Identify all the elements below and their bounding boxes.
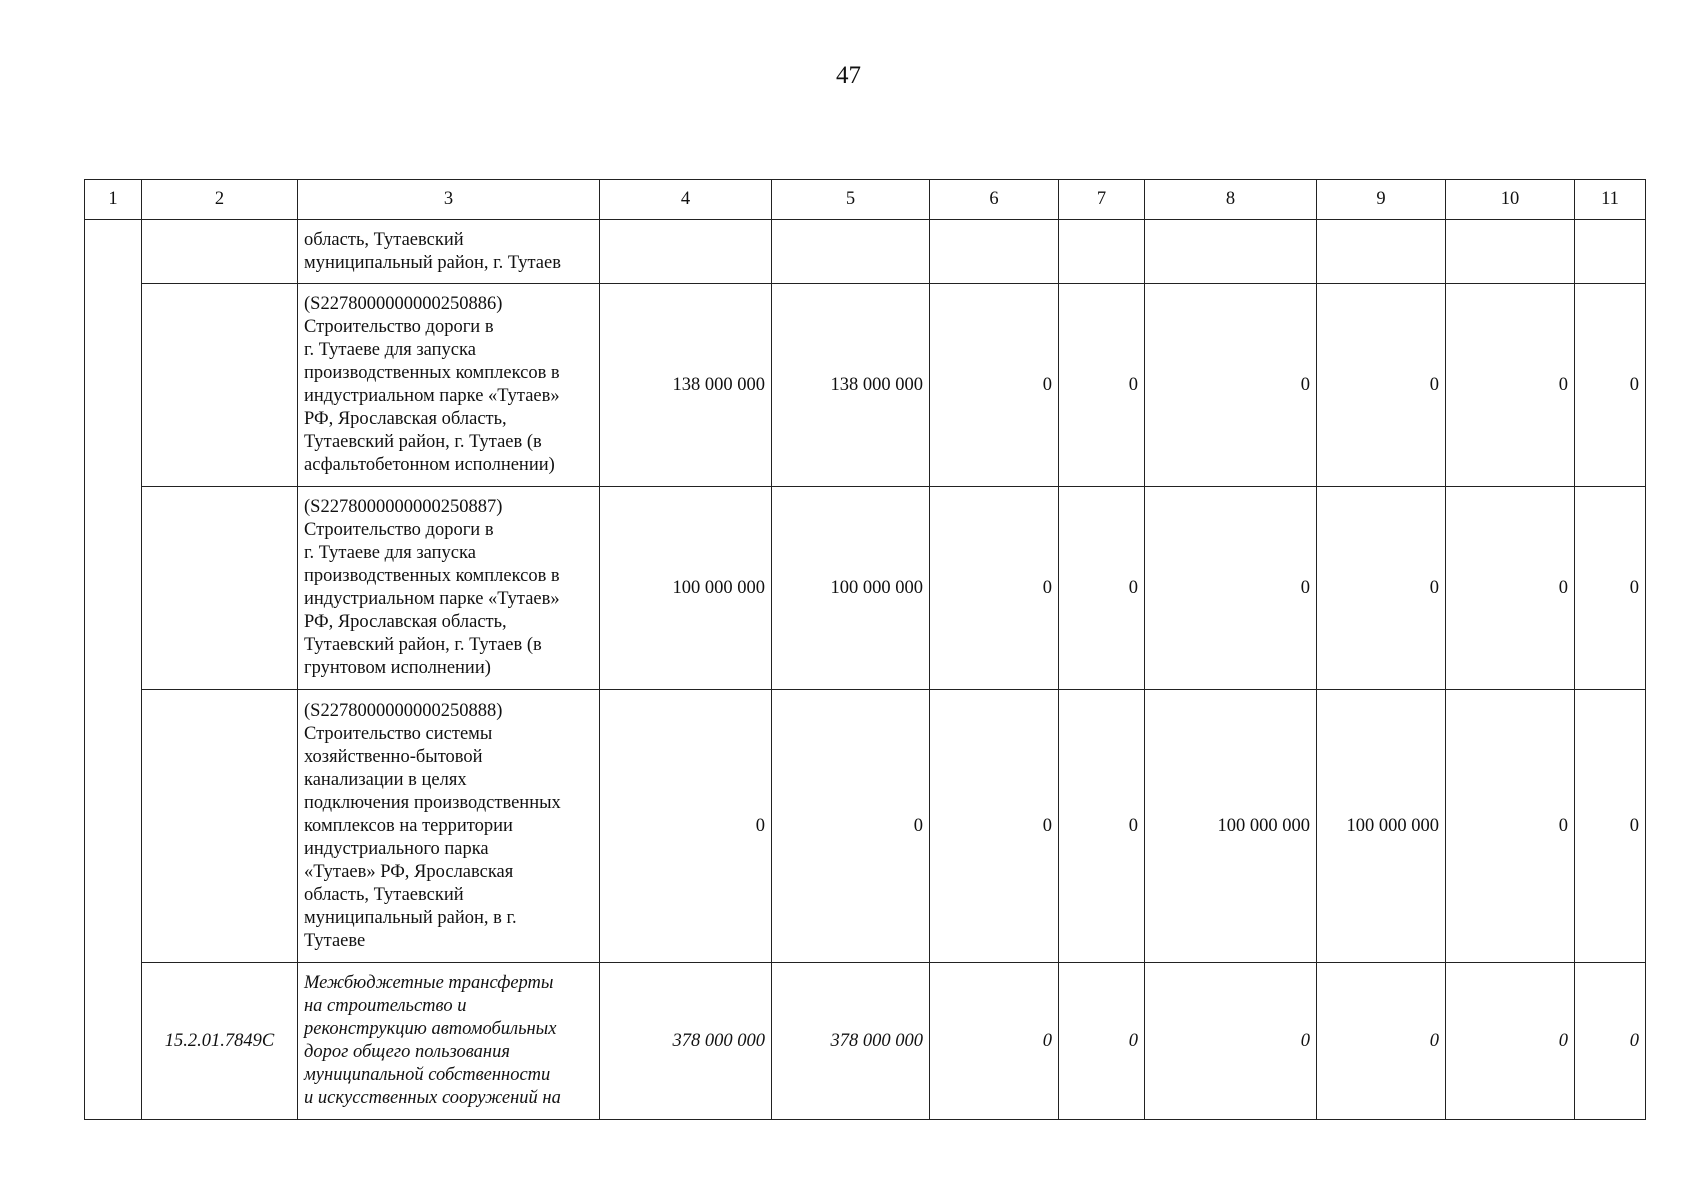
description-line: на строительство и — [304, 996, 467, 1016]
description-cell — [298, 284, 600, 487]
column-header: 5 — [772, 180, 930, 220]
value-cell — [772, 220, 930, 284]
value-cell: 0 — [1145, 284, 1317, 487]
table-row — [85, 963, 1646, 1120]
description-line: производственных комплексов в — [304, 566, 560, 586]
column-header: 4 — [600, 180, 772, 220]
table-row — [85, 487, 1646, 690]
value-cell: 0 — [1317, 963, 1446, 1120]
column-header: 11 — [1575, 180, 1646, 220]
value-cell: 0 — [1575, 963, 1646, 1120]
description-line: индустриальном парке «Тутаев» — [304, 386, 560, 406]
description-line: дорог общего пользования — [304, 1042, 510, 1062]
code-cell: 15.2.01.7849С — [142, 963, 298, 1120]
description-line: Строительство дороги в — [304, 317, 494, 337]
value-cell: 0 — [1059, 963, 1145, 1120]
description-line: Тутаеве — [304, 930, 366, 951]
value-cell: 100 000 000 — [1317, 690, 1446, 963]
column-header: 2 — [142, 180, 298, 220]
description-line: Тутаевский район, г. Тутаев (в — [304, 432, 542, 452]
table-row — [85, 690, 1646, 963]
description-line: хозяйственно-бытовой — [304, 746, 483, 767]
description-line: г. Тутаеве для запуска — [304, 340, 476, 360]
description-line: РФ, Ярославская область, — [304, 612, 507, 632]
value-cell: 100 000 000 — [772, 487, 930, 690]
description-line: Строительство дороги в — [304, 520, 494, 540]
value-cell: 0 — [1317, 487, 1446, 690]
value-cell: 0 — [1059, 690, 1145, 963]
description-line: грунтовом исполнении) — [304, 658, 491, 678]
budget-table — [84, 179, 1646, 1120]
code-cell — [142, 220, 298, 284]
description-line: канализации в целях — [304, 769, 467, 790]
table-row — [85, 284, 1646, 487]
value-cell: 0 — [1446, 487, 1575, 690]
description-cell — [298, 487, 600, 690]
value-cell: 138 000 000 — [772, 284, 930, 487]
value-cell: 0 — [1059, 284, 1145, 487]
value-cell: 0 — [1145, 963, 1317, 1120]
value-cell — [1446, 220, 1575, 284]
value-cell — [1145, 220, 1317, 284]
description-cell — [298, 220, 600, 284]
value-cell: 0 — [1145, 487, 1317, 690]
description-line: г. Тутаеве для запуска — [304, 543, 476, 563]
column-1-cell — [85, 220, 142, 1120]
value-cell: 0 — [930, 487, 1059, 690]
value-cell: 0 — [1575, 284, 1646, 487]
value-cell: 100 000 000 — [1145, 690, 1317, 963]
description-line: область, Тутаевский — [304, 229, 464, 250]
value-cell — [1575, 220, 1646, 284]
value-cell — [600, 220, 772, 284]
description-line: РФ, Ярославская область, — [304, 409, 507, 429]
description-line: Межбюджетные трансферты — [304, 973, 554, 993]
value-cell: 378 000 000 — [600, 963, 772, 1120]
value-cell: 138 000 000 — [600, 284, 772, 487]
description-line: (S2278000000000250886) — [304, 294, 503, 314]
description-line: муниципальной собственности — [304, 1065, 551, 1085]
value-cell: 0 — [1575, 690, 1646, 963]
description-line: комплексов на территории — [304, 815, 513, 836]
column-header: 6 — [930, 180, 1059, 220]
value-cell: 0 — [772, 690, 930, 963]
value-cell: 0 — [1317, 284, 1446, 487]
value-cell: 0 — [600, 690, 772, 963]
column-header: 10 — [1446, 180, 1575, 220]
value-cell: 100 000 000 — [600, 487, 772, 690]
description-line: индустриальном парке «Тутаев» — [304, 589, 560, 609]
description-line: муниципальный район, в г. — [304, 907, 517, 928]
column-header: 1 — [85, 180, 142, 220]
value-cell: 0 — [1446, 284, 1575, 487]
description-line: муниципальный район, г. Тутаев — [304, 252, 561, 273]
description-cell — [298, 690, 600, 963]
description-line: индустриального парка — [304, 838, 489, 859]
description-line: и искусственных сооружений на — [304, 1088, 561, 1108]
value-cell: 0 — [1059, 487, 1145, 690]
description-line: Строительство системы — [304, 723, 493, 744]
value-cell: 0 — [930, 284, 1059, 487]
description-line: (S2278000000000250888) — [304, 700, 503, 721]
value-cell: 378 000 000 — [772, 963, 930, 1120]
description-line: (S2278000000000250887) — [304, 497, 503, 517]
description-line: Тутаевский район, г. Тутаев (в — [304, 635, 542, 655]
column-header: 3 — [298, 180, 600, 220]
description-line: асфальтобетонном исполнении) — [304, 455, 555, 475]
page-number: 47 — [836, 62, 861, 89]
column-header: 9 — [1317, 180, 1446, 220]
value-cell: 0 — [1575, 487, 1646, 690]
value-cell: 0 — [1446, 690, 1575, 963]
column-header: 8 — [1145, 180, 1317, 220]
column-header: 7 — [1059, 180, 1145, 220]
value-cell — [1317, 220, 1446, 284]
code-cell — [142, 284, 298, 487]
description-line: «Тутаев» РФ, Ярославская — [304, 861, 514, 882]
code-cell — [142, 487, 298, 690]
table-row — [85, 220, 1646, 284]
description-line: производственных комплексов в — [304, 363, 560, 383]
description-line: область, Тутаевский — [304, 884, 464, 905]
description-cell — [298, 963, 600, 1120]
value-cell: 0 — [930, 963, 1059, 1120]
value-cell: 0 — [1446, 963, 1575, 1120]
description-line: реконструкцию автомобильных — [304, 1019, 557, 1039]
description-line: подключения производственных — [304, 792, 561, 813]
header-row — [85, 180, 1646, 220]
value-cell: 0 — [930, 690, 1059, 963]
value-cell — [930, 220, 1059, 284]
code-cell — [142, 690, 298, 963]
value-cell — [1059, 220, 1145, 284]
